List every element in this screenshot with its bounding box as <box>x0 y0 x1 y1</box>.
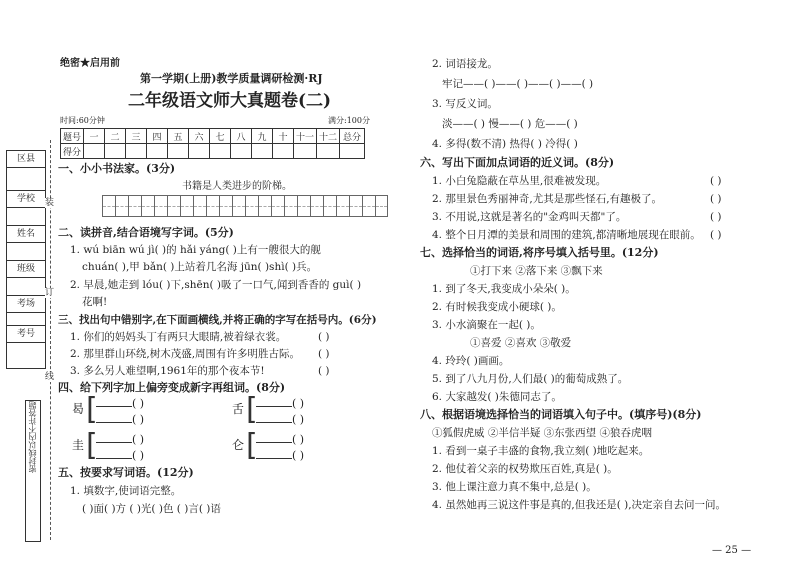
s6-answer-3[interactable]: ( ) <box>710 211 722 223</box>
s7-line-5[interactable]: 5. 到了八九月份,人们最( )的葡萄成熟了。 <box>432 373 629 385</box>
score-cell[interactable] <box>84 144 105 159</box>
score-header-cell: 九 <box>252 129 273 144</box>
score-header-cell: 四 <box>147 129 168 144</box>
r3-title: 3. 写反义词。 <box>432 98 498 110</box>
exam-number-label: 考号 <box>7 326 45 343</box>
r4-line[interactable]: 4. 多得(数不清) 热得( ) 冷得( ) <box>432 138 578 150</box>
s3-line-2: 2. 那里群山环绕,树木茂盛,周围有许多明胜古际。 <box>70 348 301 360</box>
s4-char-2: 舌 <box>232 402 245 416</box>
s4-blank[interactable]: ( ) <box>96 412 144 427</box>
seal-char-zhuang: 装 <box>45 198 55 208</box>
score-cell[interactable] <box>252 144 273 159</box>
calligraphy-grid[interactable] <box>102 195 392 217</box>
r2-line[interactable]: 牢记——( )——( )——( )——( ) <box>442 78 594 90</box>
brace-icon: [ <box>86 392 98 427</box>
score-header-cell: 八 <box>231 129 252 144</box>
s2-line-4: 花啊! <box>82 296 108 308</box>
score-header-cell: 十二 <box>317 129 340 144</box>
s6-answer-1[interactable]: ( ) <box>710 175 722 187</box>
brace-icon: [ <box>246 428 258 463</box>
district-box[interactable] <box>6 150 46 194</box>
score-header-cell: 六 <box>189 129 210 144</box>
score-header-row <box>61 129 365 144</box>
s7-line-4[interactable]: 4. 玲玲( )画画。 <box>432 355 510 367</box>
section-6-title: 六、写出下面加点词语的近义词。(8分) <box>420 156 615 169</box>
s4-blank[interactable]: ( ) <box>256 412 304 427</box>
s3-answer-2[interactable]: ( ) <box>318 348 330 360</box>
name-label: 姓名 <box>7 226 45 243</box>
page-number: — 25 — <box>712 545 752 556</box>
score-row-label: 得分 <box>61 144 84 159</box>
secret-label: 绝密★启用前 <box>60 58 120 69</box>
exam-subtitle: 第一学期(上册)教学质量调研检测·RJ <box>140 72 323 85</box>
s7-line-3[interactable]: 3. 小水滴聚在一起( )。 <box>432 319 541 331</box>
s7-line-2[interactable]: 2. 有时候我变成小硬球( )。 <box>432 301 562 313</box>
score-cell[interactable] <box>168 144 189 159</box>
s6-line-1: 1. 小白兔隐蔽在草丛里,很难被发现。 <box>432 175 607 187</box>
district-label: 区县 <box>7 151 45 168</box>
s3-line-3: 3. 多么另人难望啊,1961年的那个夜本节! <box>70 365 265 377</box>
s4-char-3: 圭 <box>72 438 85 452</box>
s7-options-1: ①打下来 ②落下来 ③飘下来 <box>470 265 603 277</box>
exam-room-label: 考场 <box>7 296 45 313</box>
s6-line-2: 2. 那里景色秀丽神奇,尤其是那些怪石,有趣极了。 <box>432 193 663 205</box>
score-cell[interactable] <box>147 144 168 159</box>
seal-char-xian: 线 <box>45 372 55 382</box>
s7-line-1[interactable]: 1. 到了冬天,我变成小朵朵( )。 <box>432 283 576 295</box>
score-header-cell: 十 <box>273 129 294 144</box>
binding-sidebar <box>0 0 60 566</box>
score-header-cell: 五 <box>168 129 189 144</box>
s5-line-1: 1. 填数字,使词语完整。 <box>70 485 182 497</box>
s4-char-4: 仑 <box>232 438 245 452</box>
school-label: 学校 <box>7 191 45 208</box>
score-table <box>60 128 365 159</box>
calligraphy-sentence: 书籍是人类进步的阶梯。 <box>182 181 292 192</box>
s8-line-4[interactable]: 4. 虽然她再三说这件事是真的,但我还是( ),决定亲自去问一问。 <box>432 499 727 511</box>
score-header-cell: 总分 <box>340 129 365 144</box>
seal-warning: 密封线以内不许答题 <box>28 401 37 473</box>
r2-title: 2. 词语接龙。 <box>432 58 498 70</box>
s6-line-4: 4. 整个日月潭的美景和周围的建筑,都清晰地展现在眼前。 <box>432 229 701 241</box>
s8-line-2[interactable]: 2. 他仗着父亲的权势欺压百姓,真是( )。 <box>432 463 618 475</box>
score-cell[interactable] <box>317 144 340 159</box>
s5-line-2[interactable]: ( )面( )方 ( )光( )色 ( )言( )语 <box>82 503 221 515</box>
section-5-title: 五、按要求写词语。(12分) <box>58 466 194 479</box>
score-cell[interactable] <box>231 144 252 159</box>
score-cell[interactable] <box>210 144 231 159</box>
score-header-cell: 二 <box>105 129 126 144</box>
seal-char-ding: 订 <box>45 288 55 298</box>
score-value-row <box>61 144 365 159</box>
s4-blank[interactable]: ( ) <box>96 396 144 411</box>
seal-warning-box <box>25 400 41 542</box>
s6-answer-2[interactable]: ( ) <box>710 193 722 205</box>
score-header-cell: 题号 <box>61 129 84 144</box>
s8-options: ①狐假虎威 ②半信半疑 ③东张西望 ④狼吞虎咽 <box>432 427 653 439</box>
score-cell[interactable] <box>126 144 147 159</box>
score-header-cell: 一 <box>84 129 105 144</box>
page-title: 二年级语文师大真题卷(二) <box>128 91 332 111</box>
score-cell[interactable] <box>340 144 365 159</box>
section-8-title: 八、根据语境选择恰当的词语填入句子中。(填序号)(8分) <box>420 408 702 421</box>
brace-icon: [ <box>246 392 258 427</box>
s4-blank[interactable]: ( ) <box>96 448 144 463</box>
s6-line-3: 3. 不用说,这就是著名的"金鸡叫天都"了。 <box>432 211 627 223</box>
score-header-cell: 十一 <box>294 129 317 144</box>
s3-answer-3[interactable]: ( ) <box>318 365 330 377</box>
s4-blank[interactable]: ( ) <box>256 396 304 411</box>
score-cell[interactable] <box>105 144 126 159</box>
s2-line-3: 2. 早晨,她走到 lóu( )下,shēn( )吸了一口气,闻到香香的 guì( ) <box>70 279 362 291</box>
section-2-title: 二、读拼音,结合语境写字词。(5分) <box>58 226 234 239</box>
s4-blank[interactable]: ( ) <box>96 432 144 447</box>
s4-char-1: 曷 <box>72 402 85 416</box>
section-3-title: 三、找出句中错别字,在下面画横线,并将正确的字写在括号内。(6分) <box>58 314 377 326</box>
s4-blank[interactable]: ( ) <box>256 432 304 447</box>
s8-line-1[interactable]: 1. 看到一桌子丰盛的食物,我立刻( )地吃起来。 <box>432 445 650 457</box>
score-cell[interactable] <box>294 144 317 159</box>
section-4-title: 四、给下列字加上偏旁变成新字再组词。(8分) <box>58 381 286 394</box>
s2-line-1: 1. wú biān wú jì( )的 hǎi yáng( )上有一艘很大的舰 <box>70 244 321 256</box>
full-score: 满分:100分 <box>328 116 370 125</box>
score-cell[interactable] <box>189 144 210 159</box>
score-header-cell: 三 <box>126 129 147 144</box>
s3-answer-1[interactable]: ( ) <box>318 331 330 343</box>
time-limit: 时间:60分钟 <box>60 116 105 125</box>
s7-line-6[interactable]: 6. 大家越发( )朱德同志了。 <box>432 391 562 403</box>
s2-line-2: chuán( ),甲 bǎn( )上站着几名海 jūn( )shì( )兵。 <box>82 261 318 273</box>
s8-line-3[interactable]: 3. 他上课注意力真不集中,总是( )。 <box>432 481 597 493</box>
score-header-cell: 七 <box>210 129 231 144</box>
s6-answer-4[interactable]: ( ) <box>710 229 722 241</box>
r3-line[interactable]: 淡——( ) 慢——( ) 危——( ) <box>442 118 578 130</box>
section-1-title: 一、小小书法家。(3分) <box>58 162 176 175</box>
section-7-title: 七、选择恰当的词语,将序号填入括号里。(12分) <box>420 246 659 259</box>
s3-line-1: 1. 你们的妈妈头丁有两只大眼睛,被着绿衣裳。 <box>70 331 287 343</box>
brace-icon: [ <box>86 428 98 463</box>
score-cell[interactable] <box>273 144 294 159</box>
s4-blank[interactable]: ( ) <box>256 448 304 463</box>
class-label: 班级 <box>7 261 45 278</box>
exam-number-box[interactable] <box>6 325 46 369</box>
s7-options-2: ①喜爱 ②喜欢 ③敬爱 <box>470 337 572 349</box>
